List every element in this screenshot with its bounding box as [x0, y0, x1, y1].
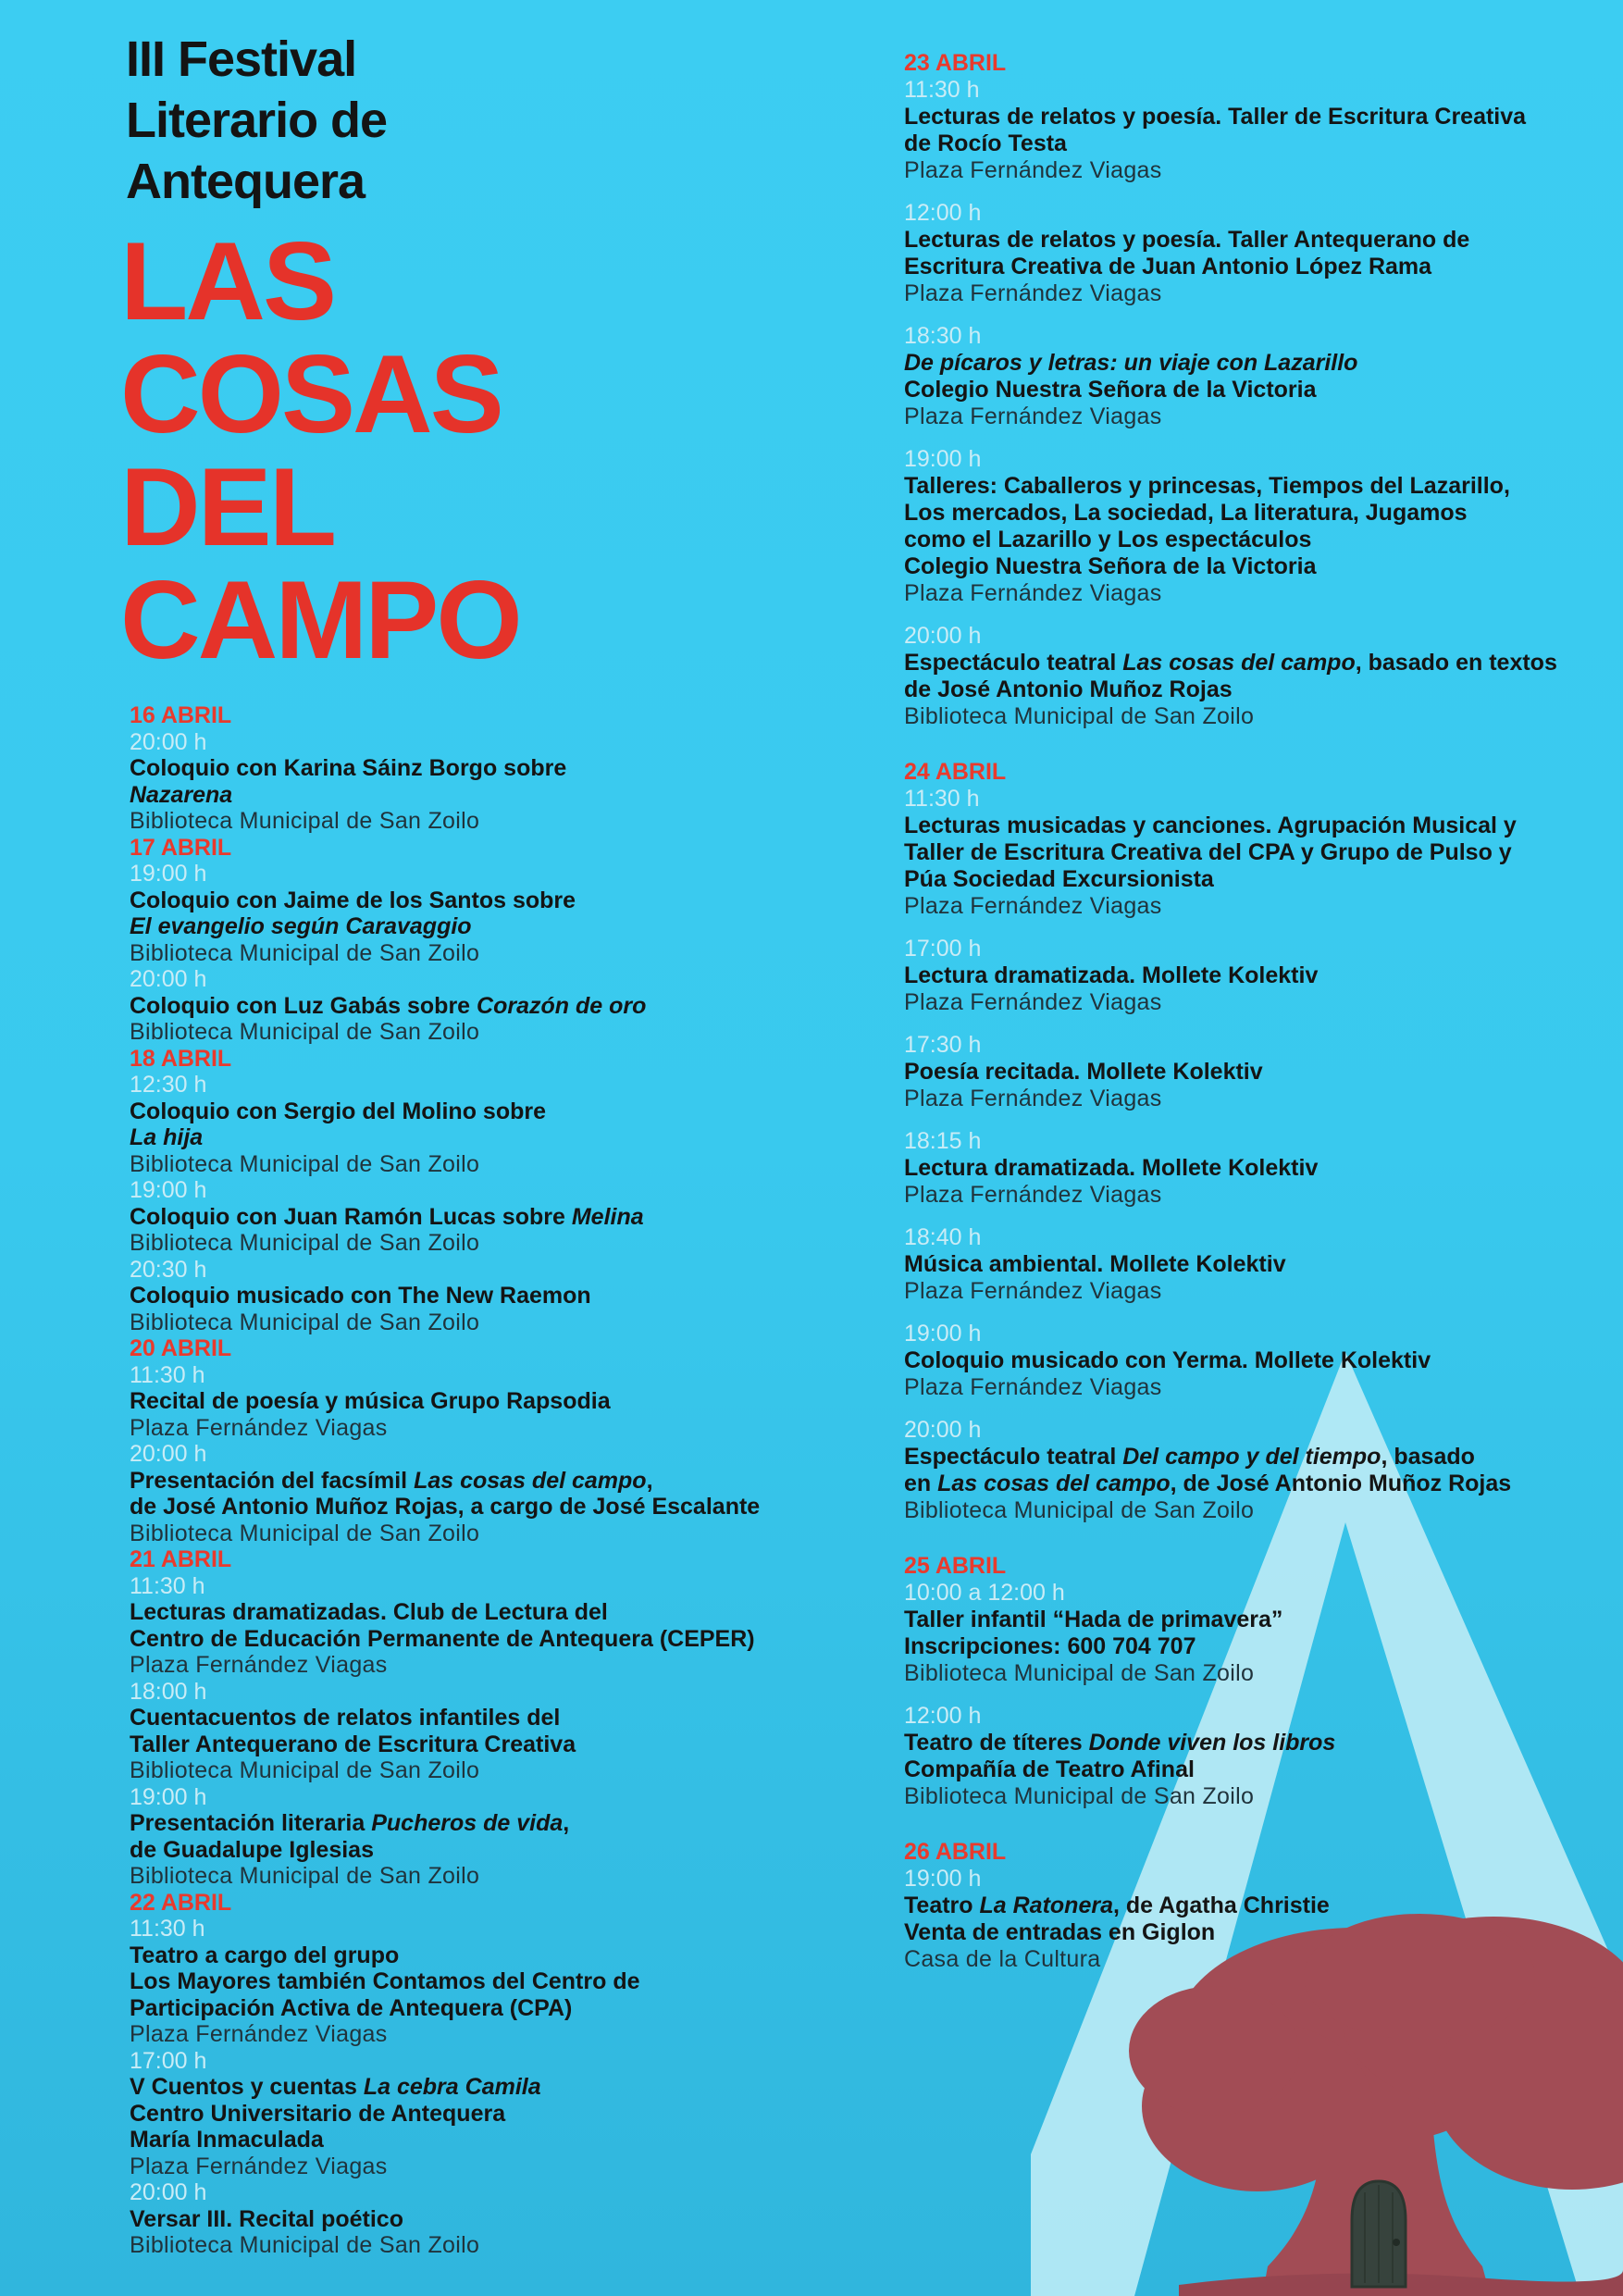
event-title-line: Presentación literaria Pucheros de vida,: [130, 1810, 570, 1836]
event-venue: Plaza Fernández Viagas: [130, 1652, 388, 1678]
event: [904, 323, 1570, 430]
event-title-line: Lectura dramatizada. Mollete Kolektiv: [904, 962, 1319, 988]
event-title-line: El evangelio según Caravaggio: [130, 913, 472, 939]
event-venue: Plaza Fernández Viagas: [904, 157, 1162, 183]
event-time: 20:00 h: [904, 623, 982, 649]
event: [904, 77, 1570, 184]
event-time: 11:30 h: [130, 1916, 205, 1942]
event-title-line: de Rocío Testa: [904, 130, 1067, 156]
event-title-line: Taller de Escritura Creativa del CPA y Grupo de Pulso y: [904, 839, 1512, 865]
event: [130, 966, 648, 1046]
event-title-line: De pícaros y letras: un viaje con Lazarillo: [904, 350, 1358, 376]
festival-kicker: [126, 29, 387, 212]
event-title-line: Coloquio con Karina Sáinz Borgo sobre: [130, 755, 567, 781]
event-title-line: Taller infantil “Hada de primavera”: [904, 1607, 1283, 1632]
event: [904, 936, 1570, 1016]
event-venue: Plaza Fernández Viagas: [904, 1182, 1162, 1208]
event-time: 11:30 h: [130, 1361, 205, 1388]
event-title-line: Coloquio con Luz Gabás sobre Corazón de oro: [130, 992, 647, 1019]
event-venue: Plaza Fernández Viagas: [904, 280, 1162, 306]
date-header: 16 ABRIL: [130, 702, 232, 728]
event-venue: Plaza Fernández Viagas: [130, 2021, 388, 2047]
event-title-line: Centro de Educación Permanente de Antequera (CEPER): [130, 1625, 755, 1652]
event-time: 11:30 h: [904, 77, 980, 103]
event-venue: Plaza Fernández Viagas: [904, 403, 1162, 429]
event-title-line: Coloquio musicado con The New Raemon: [130, 1283, 591, 1309]
event: [130, 1784, 648, 1890]
event-venue: Plaza Fernández Viagas: [904, 989, 1162, 1015]
event-time: 12:30 h: [130, 1072, 207, 1098]
event-venue: Biblioteca Municipal de San Zoilo: [130, 1309, 480, 1335]
event-title-line: Los mercados, La sociedad, La literatura, Jugamos: [904, 500, 1468, 526]
event-venue: Plaza Fernández Viagas: [904, 1374, 1162, 1400]
event-time: 20:00 h: [130, 1441, 207, 1467]
event-title-line: Espectáculo teatral Las cosas del campo, basado en textos: [904, 650, 1557, 676]
event-title-line: María Inmaculada: [130, 2127, 324, 2153]
event: [904, 200, 1570, 307]
date-header: 26 ABRIL: [904, 1839, 1007, 1865]
event-time: 19:00 h: [130, 1783, 207, 1810]
event-time: 10:00 a 12:00 h: [904, 1580, 1065, 1606]
event-time: 20:00 h: [904, 1417, 982, 1443]
event-venue: Plaza Fernández Viagas: [904, 893, 1162, 919]
event-time: 11:30 h: [130, 1572, 205, 1599]
event-title-line: Lecturas de relatos y poesía. Taller Antequerano de: [904, 227, 1470, 253]
event-venue: Biblioteca Municipal de San Zoilo: [130, 939, 480, 966]
event: [130, 861, 648, 966]
event-title-line: Lectura dramatizada. Mollete Kolektiv: [904, 1155, 1319, 1181]
event-time: 19:00 h: [130, 1177, 207, 1203]
event-time: 17:00 h: [904, 936, 982, 962]
event-title-line: como el Lazarillo y Los espectáculos: [904, 527, 1312, 552]
event-title-line: Coloquio con Sergio del Molino sobre: [130, 1098, 546, 1124]
event: [904, 1866, 1570, 1973]
event-venue: Biblioteca Municipal de San Zoilo: [904, 1660, 1255, 1686]
main-title: [120, 219, 520, 682]
event-title-line: de José Antonio Muñoz Rojas: [904, 676, 1233, 702]
event-title-line: Versar III. Recital poético: [130, 2205, 403, 2232]
event: [904, 1580, 1570, 1687]
event-title-line: Venta de entradas en Giglon: [904, 1919, 1216, 1945]
programme-column-left: [130, 702, 761, 2259]
date-header: 20 ABRIL: [130, 1335, 232, 1361]
event-title-line: Participación Activa de Antequera (CPA): [130, 1994, 573, 2021]
event-title-line: Talleres: Caballeros y princesas, Tiempos del Lazarillo,: [904, 473, 1510, 499]
event-venue: Biblioteca Municipal de San Zoilo: [130, 1150, 480, 1177]
event-title-line: Coloquio con Jaime de los Santos sobre: [130, 887, 576, 913]
event-venue: Biblioteca Municipal de San Zoilo: [130, 2232, 480, 2258]
main-title-line-3: DEL: [120, 445, 334, 569]
kicker-line-2: Literario de: [126, 93, 388, 148]
event-venue: Biblioteca Municipal de San Zoilo: [130, 1757, 480, 1783]
date-header: 23 ABRIL: [904, 50, 1007, 76]
event: [904, 1128, 1570, 1209]
event-venue: Biblioteca Municipal de San Zoilo: [130, 1019, 480, 1045]
event-time: 12:00 h: [904, 1703, 982, 1729]
event: [904, 1032, 1570, 1112]
event-time: 20:00 h: [130, 2179, 207, 2205]
event: [130, 2048, 648, 2180]
event-time: 19:00 h: [904, 1866, 982, 1892]
event-title-line: en Las cosas del campo, de José Antonio Muñoz Rojas: [904, 1471, 1512, 1496]
event: [130, 2179, 648, 2259]
main-title-line-1: LAS: [120, 219, 334, 343]
event-venue: Biblioteca Municipal de San Zoilo: [904, 1783, 1255, 1809]
event-venue: Biblioteca Municipal de San Zoilo: [130, 1230, 480, 1256]
event-title-line: Cuentacuentos de relatos infantiles del: [130, 1705, 561, 1731]
event-title-line: Lecturas dramatizadas. Club de Lectura del: [130, 1599, 608, 1625]
event-venue: Biblioteca Municipal de San Zoilo: [904, 703, 1255, 729]
event-title-line: Poesía recitada. Mollete Kolektiv: [904, 1059, 1263, 1085]
event-title-line: Música ambiental. Mollete Kolektiv: [904, 1251, 1286, 1277]
event-venue: Biblioteca Municipal de San Zoilo: [130, 808, 480, 834]
event-venue: Plaza Fernández Viagas: [904, 1086, 1162, 1111]
event-title-line: Presentación del facsímil Las cosas del campo,: [130, 1467, 653, 1494]
event-title-line: Inscripciones: 600 704 707: [904, 1633, 1196, 1659]
event-venue: Biblioteca Municipal de San Zoilo: [130, 1520, 480, 1546]
date-header: 17 ABRIL: [130, 834, 232, 861]
event-title-line: Teatro a cargo del grupo: [130, 1942, 400, 1968]
event: [904, 446, 1570, 607]
date-header: 18 ABRIL: [130, 1045, 232, 1072]
event: [130, 1916, 648, 2048]
event-time: 18:40 h: [904, 1224, 982, 1250]
event-time: 20:30 h: [130, 1256, 207, 1283]
event-venue: Plaza Fernández Viagas: [904, 580, 1162, 606]
event-title-line: Nazarena: [130, 781, 233, 808]
event-time: 18:30 h: [904, 323, 982, 349]
event-venue: Biblioteca Municipal de San Zoilo: [904, 1497, 1255, 1523]
event-title-line: Recital de poesía y música Grupo Rapsodia: [130, 1388, 611, 1414]
event-time: 17:30 h: [904, 1032, 982, 1058]
date-header: 25 ABRIL: [904, 1553, 1007, 1579]
event-time: 12:00 h: [904, 200, 982, 226]
event-title-line: Púa Sociedad Excursionista: [904, 866, 1214, 892]
event-title-line: Teatro de títeres Donde viven los libros: [904, 1730, 1336, 1756]
event-venue: Casa de la Cultura: [904, 1946, 1101, 1972]
event-venue: Plaza Fernández Viagas: [130, 1414, 388, 1441]
event-title-line: de José Antonio Muñoz Rojas, a cargo de José Escalante: [130, 1494, 761, 1520]
event-title-line: La hija: [130, 1124, 204, 1150]
event: [904, 1703, 1570, 1810]
event-time: 18:15 h: [904, 1128, 982, 1154]
event-time: 19:00 h: [904, 1321, 982, 1347]
event-venue: Biblioteca Municipal de San Zoilo: [130, 1863, 480, 1889]
event: [904, 1224, 1570, 1305]
event-title-line: de Guadalupe Iglesias: [130, 1836, 374, 1863]
event-title-line: Espectáculo teatral Del campo y del tiempo, basado: [904, 1444, 1475, 1470]
event-title-line: Lecturas de relatos y poesía. Taller de Escritura Creativa: [904, 104, 1527, 130]
event-title-line: Compañía de Teatro Afinal: [904, 1756, 1195, 1782]
programme-column-right: [904, 50, 1570, 1989]
event-title-line: Coloquio con Juan Ramón Lucas sobre Melina: [130, 1203, 644, 1230]
date-header: 21 ABRIL: [130, 1546, 232, 1572]
kicker-line-3: Antequera: [126, 154, 365, 209]
tree-door: [1352, 2181, 1406, 2287]
event: [130, 1177, 648, 1257]
event: [130, 1441, 761, 1546]
event: [130, 1257, 648, 1336]
event: [904, 1417, 1570, 1524]
event: [130, 1072, 648, 1177]
event: [904, 1321, 1570, 1401]
kicker-line-1: III Festival: [126, 31, 357, 87]
event: [130, 1572, 755, 1679]
date-header: 22 ABRIL: [130, 1889, 232, 1916]
event-title-line: Coloquio musicado con Yerma. Mollete Kolektiv: [904, 1347, 1431, 1373]
event-title-line: Los Mayores también Contamos del Centro de: [130, 1968, 640, 1994]
event: [904, 786, 1570, 920]
event: [130, 1679, 648, 1784]
event-title-line: Escritura Creativa de Juan Antonio López Rama: [904, 254, 1432, 279]
event-title-line: Colegio Nuestra Señora de la Victoria: [904, 377, 1317, 403]
event-title-line: Centro Universitario de Antequera: [130, 2100, 506, 2127]
event-title-line: Colegio Nuestra Señora de la Victoria: [904, 553, 1317, 579]
event: [130, 729, 648, 835]
event-title-line: Teatro La Ratonera, de Agatha Christie: [904, 1893, 1330, 1918]
event: [130, 1362, 648, 1442]
event-title-line: Taller Antequerano de Escritura Creativa: [130, 1731, 576, 1757]
main-title-line-2: COSAS: [120, 332, 502, 456]
event-venue: Plaza Fernández Viagas: [130, 2153, 388, 2179]
main-title-line-4: CAMPO: [120, 558, 520, 682]
event-venue: Plaza Fernández Viagas: [904, 1278, 1162, 1304]
event-title-line: V Cuentos y cuentas La cebra Camila: [130, 2074, 541, 2100]
event-title-line: Lecturas musicadas y canciones. Agrupación Musical y: [904, 813, 1517, 838]
event-time: 18:00 h: [130, 1678, 207, 1705]
event-time: 11:30 h: [904, 786, 980, 812]
event-time: 17:00 h: [130, 2047, 207, 2074]
event-time: 20:00 h: [130, 728, 207, 755]
event-time: 19:00 h: [904, 446, 982, 472]
event-time: 19:00 h: [130, 861, 207, 887]
event: [904, 623, 1570, 730]
event-time: 20:00 h: [130, 966, 207, 992]
date-header: 24 ABRIL: [904, 759, 1007, 785]
